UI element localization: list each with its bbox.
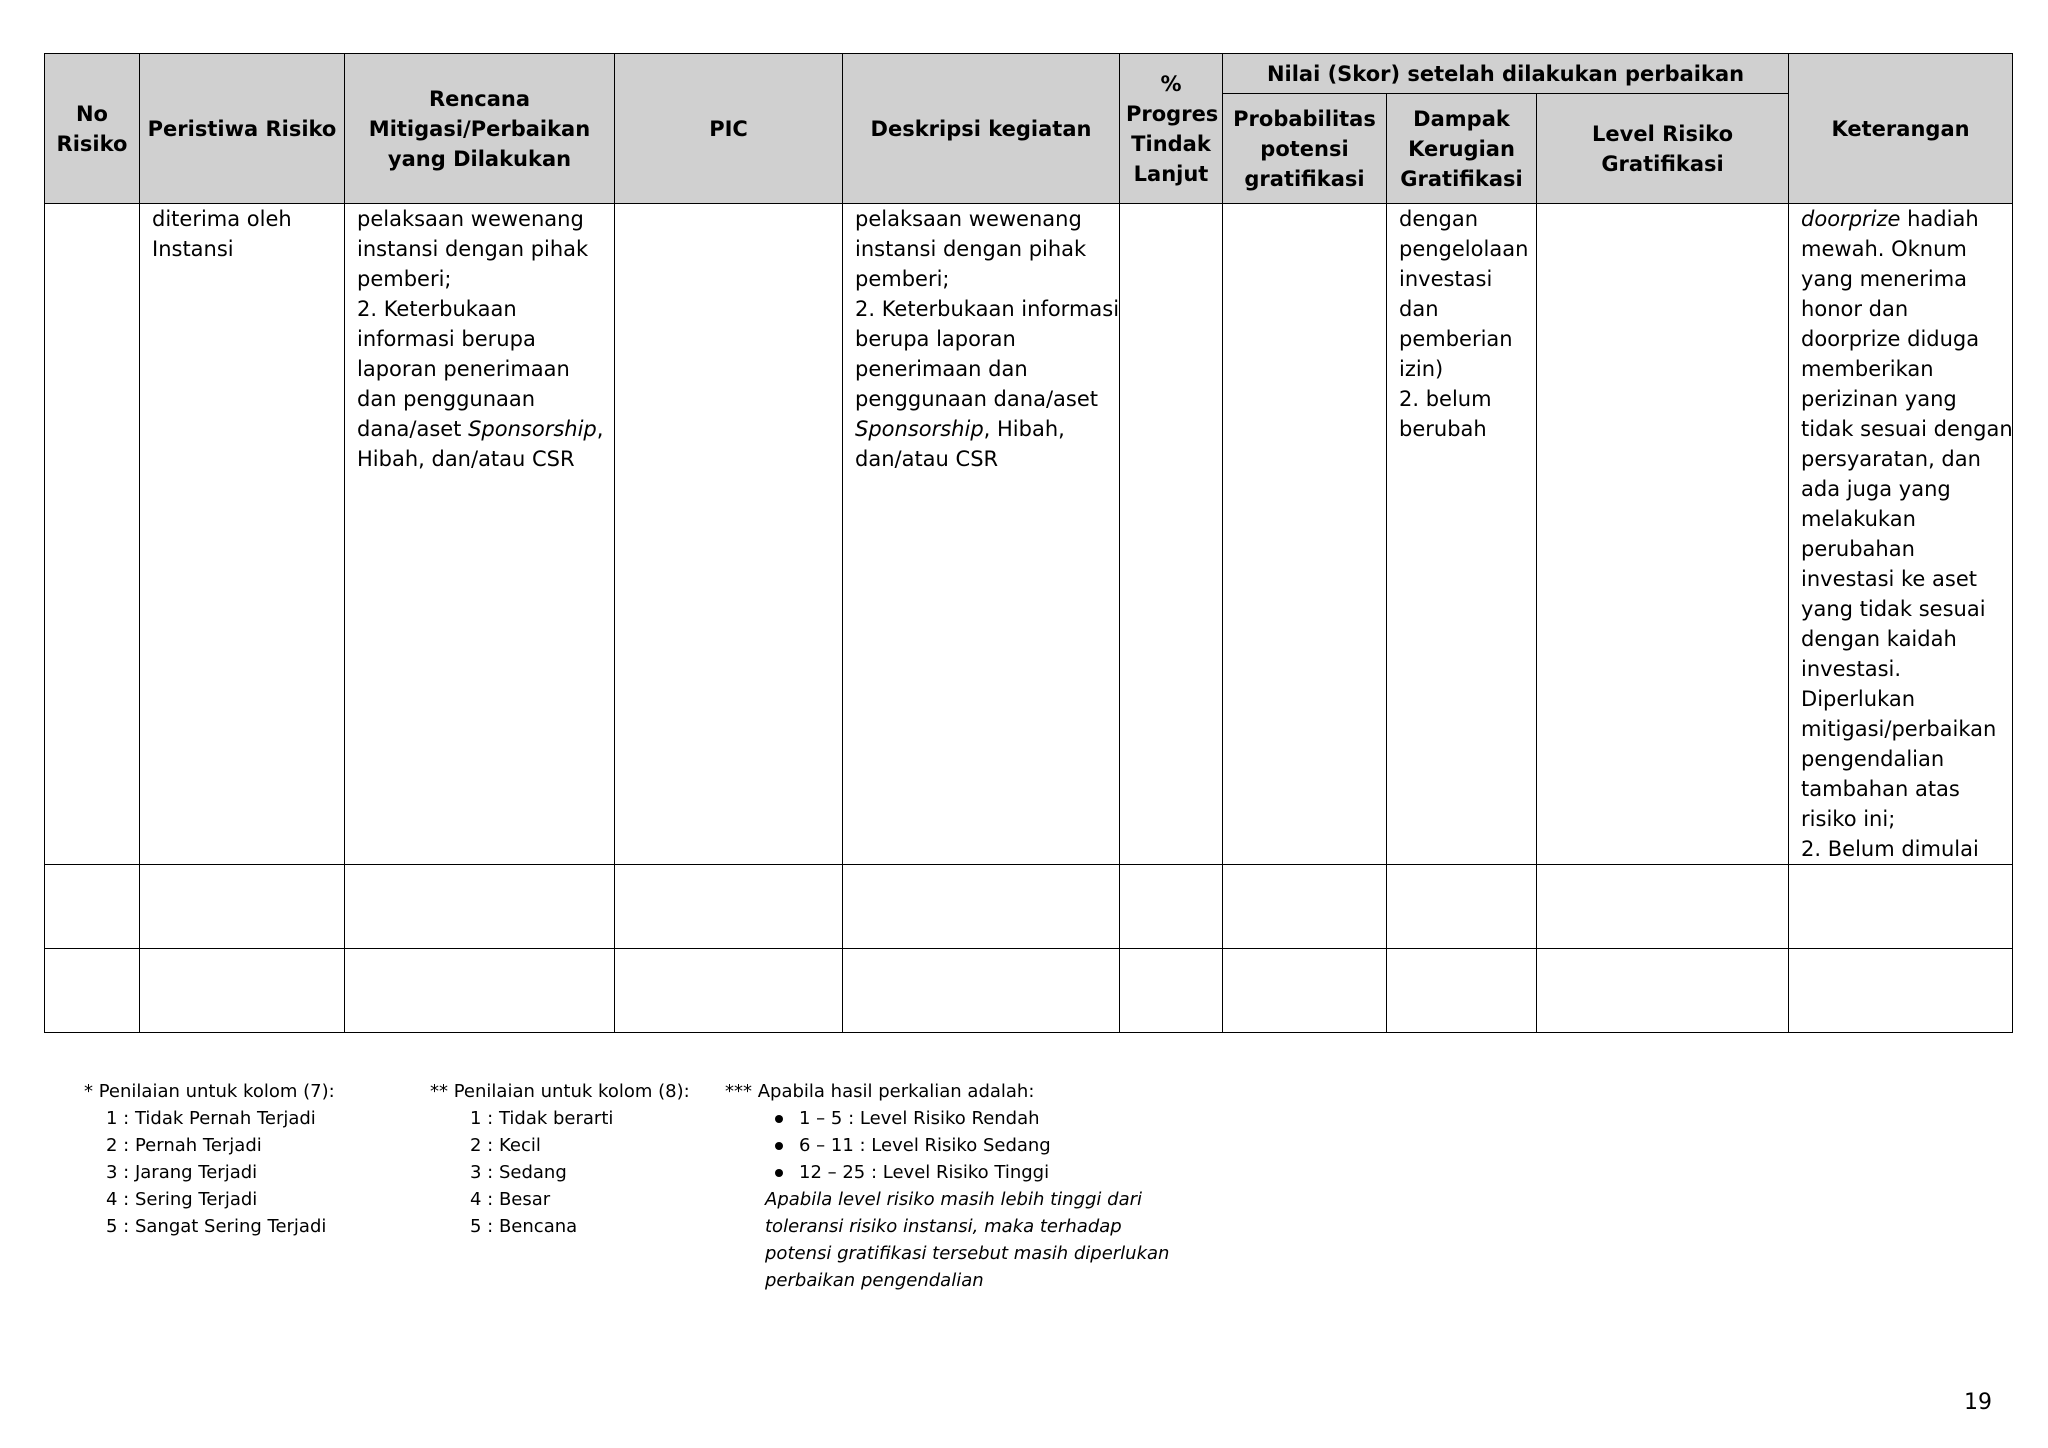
bullet-text: 12 – 25 : Level Risiko Tinggi — [799, 1162, 1050, 1183]
empty-cell — [1223, 865, 1387, 949]
text-line: 2. Keterbukaan — [357, 297, 517, 321]
text-fragment-italic: Sponsorship — [468, 417, 597, 441]
bullet-text: 6 – 11 : Level Risiko Sedang — [799, 1135, 1051, 1156]
note-italic-line: potensi gratifikasi tersebut masih diperlukan — [765, 1243, 1170, 1264]
text-line: tidak sesuai dengan — [1801, 417, 2013, 441]
text-line: yang tidak sesuai — [1801, 597, 1986, 621]
note-italic-line: perbaikan pengendalian — [765, 1270, 984, 1291]
cell-probabilitas — [1223, 204, 1387, 865]
text-line: pelaksaan wewenang — [357, 207, 584, 231]
text-line: informasi berupa — [357, 327, 536, 351]
text-line: laporan penerimaan — [357, 357, 570, 381]
empty-cell — [1387, 949, 1537, 1033]
note-kolom-7 — [84, 1078, 335, 1240]
text-line: mitigasi/perbaikan — [1801, 717, 1997, 741]
note-title: ** Penilaian untuk kolom (8): — [430, 1081, 690, 1102]
cell-dampak — [1387, 204, 1537, 865]
header-deskripsi-kegiatan: Deskripsi kegiatan — [843, 54, 1120, 204]
text-line: mewah. Oknum — [1801, 237, 1967, 261]
text-line: Instansi — [152, 237, 234, 261]
header-peristiwa-risiko: Peristiwa Risiko — [140, 54, 345, 204]
text-line: investasi ke aset — [1801, 567, 1977, 591]
empty-cell — [843, 865, 1120, 949]
empty-cell — [140, 865, 345, 949]
text-line: penerimaan dan — [855, 357, 1028, 381]
empty-cell — [843, 949, 1120, 1033]
note-level-risiko — [725, 1078, 1169, 1294]
text-line: izin) — [1399, 357, 1444, 381]
cell-progres — [1120, 204, 1223, 865]
cell-pic — [615, 204, 843, 865]
empty-cell — [345, 949, 615, 1033]
header-nilai-skor-group: Nilai (Skor) setelah dilakukan perbaikan — [1223, 54, 1789, 94]
text-line: memberikan — [1801, 357, 1934, 381]
bullet-item — [725, 1132, 1169, 1159]
text-line: dengan — [1399, 207, 1479, 231]
text-fragment: , — [596, 417, 604, 441]
header-rencana-mitigasi: Rencana Mitigasi/Perbaikan yang Dilakukan — [345, 54, 615, 204]
cell-deskripsi-kegiatan — [843, 204, 1120, 865]
cell-level-risiko — [1537, 204, 1789, 865]
empty-cell — [1120, 949, 1223, 1033]
empty-cell — [45, 949, 140, 1033]
table-row — [45, 204, 2013, 865]
text-line: diterima oleh — [152, 207, 292, 231]
note-item: 2 : Pernah Terjadi — [106, 1135, 262, 1156]
note-item: 1 : Tidak berarti — [470, 1108, 614, 1129]
text-line: instansi dengan pihak — [855, 237, 1087, 261]
note-item: 5 : Sangat Sering Terjadi — [106, 1216, 327, 1237]
cell-rencana-mitigasi — [345, 204, 615, 865]
text-line: honor dan — [1801, 297, 1909, 321]
empty-cell — [1223, 949, 1387, 1033]
text-line: dengan kaidah — [1801, 627, 1957, 651]
bullet-item — [725, 1159, 1169, 1186]
text-line: instansi dengan pihak — [357, 237, 589, 261]
text-line: dan — [1399, 297, 1439, 321]
note-title: *** Apabila hasil perkalian adalah: — [725, 1081, 1035, 1102]
header-keterangan: Keterangan — [1789, 54, 2013, 204]
text-fragment: hadiah — [1900, 207, 1979, 231]
text-line: pemberian — [1399, 327, 1513, 351]
note-kolom-8 — [430, 1078, 690, 1240]
empty-cell — [1537, 865, 1789, 949]
header-probabilitas: Probabilitas potensi gratifikasi — [1223, 94, 1387, 204]
note-item: 2 : Kecil — [470, 1135, 541, 1156]
text-line: investasi. — [1801, 657, 1902, 681]
note-item: 4 : Sering Terjadi — [106, 1189, 258, 1210]
note-italic-line: toleransi risiko instansi, maka terhadap — [765, 1216, 1122, 1237]
text-line: melakukan — [1801, 507, 1916, 531]
header-pic: PIC — [615, 54, 843, 204]
table-row-empty — [45, 865, 2013, 949]
text-line: dan/atau CSR — [855, 447, 999, 471]
text-fragment-italic: doorprize — [1801, 207, 1901, 231]
table-row-empty — [45, 949, 2013, 1033]
text-line: 2. Belum dimulai — [1801, 837, 1979, 861]
cell-keterangan — [1789, 204, 2013, 865]
note-item: 5 : Bencana — [470, 1216, 578, 1237]
empty-cell — [615, 865, 843, 949]
bullet-icon — [775, 1169, 783, 1177]
header-progres: % Progres Tindak Lanjut — [1120, 54, 1223, 204]
note-title: * Penilaian untuk kolom (7): — [84, 1081, 335, 1102]
empty-cell — [1120, 865, 1223, 949]
text-line: perubahan — [1801, 537, 1915, 561]
text-line: ada juga yang — [1801, 477, 1951, 501]
text-line: pemberi; — [855, 267, 950, 291]
text-line — [357, 414, 602, 444]
cell-no-risiko — [45, 204, 140, 865]
header-level-risiko: Level Risiko Gratifikasi — [1537, 94, 1789, 204]
empty-cell — [140, 949, 345, 1033]
text-line: Hibah, dan/atau CSR — [357, 447, 575, 471]
bullet-text: 1 – 5 : Level Risiko Rendah — [799, 1108, 1040, 1129]
text-line: berubah — [1399, 417, 1487, 441]
text-line: tambahan atas — [1801, 777, 1960, 801]
empty-cell — [615, 949, 843, 1033]
empty-cell — [345, 865, 615, 949]
bullet-icon — [775, 1142, 783, 1150]
text-line: perizinan yang — [1801, 387, 1957, 411]
text-line: dan penggunaan — [357, 387, 536, 411]
text-fragment: , Hibah, — [983, 417, 1065, 441]
note-item: 3 : Jarang Terjadi — [106, 1162, 258, 1183]
level-bullet-list — [725, 1105, 1169, 1186]
risk-mitigation-table — [44, 53, 2013, 1033]
text-line: risiko ini; — [1801, 807, 1896, 831]
note-item: 3 : Sedang — [470, 1162, 567, 1183]
text-line: persyaratan, dan — [1801, 447, 1981, 471]
bullet-item — [725, 1105, 1169, 1132]
cell-peristiwa-risiko — [140, 204, 345, 865]
text-line: berupa laporan — [855, 327, 1016, 351]
note-item: 1 : Tidak Pernah Terjadi — [106, 1108, 316, 1129]
text-line: pengendalian — [1801, 747, 1945, 771]
empty-cell — [45, 865, 140, 949]
header-dampak: Dampak Kerugian Gratifikasi — [1387, 94, 1537, 204]
text-line: pengelolaan — [1399, 237, 1529, 261]
text-line: 2. belum — [1399, 387, 1492, 411]
text-line — [855, 414, 1107, 444]
empty-cell — [1789, 949, 2013, 1033]
text-line: doorprize diduga — [1801, 327, 1980, 351]
bullet-icon — [775, 1115, 783, 1123]
empty-cell — [1387, 865, 1537, 949]
text-line: penggunaan dana/aset — [855, 387, 1098, 411]
page-number: 19 — [1964, 1390, 1992, 1415]
text-line: Diperlukan — [1801, 687, 1916, 711]
text-line: pelaksaan wewenang — [855, 207, 1082, 231]
note-item: 4 : Besar — [470, 1189, 551, 1210]
text-line: investasi — [1399, 267, 1493, 291]
text-line: yang menerima — [1801, 267, 1968, 291]
empty-cell — [1537, 949, 1789, 1033]
text-fragment-italic: Sponsorship — [855, 417, 984, 441]
empty-cell — [1789, 865, 2013, 949]
text-line: pemberi; — [357, 267, 452, 291]
header-no-risiko: No Risiko — [45, 54, 140, 204]
note-italic-line: Apabila level risiko masih lebih tinggi dari — [765, 1189, 1143, 1210]
text-line — [1801, 204, 2000, 234]
text-fragment: dana/aset — [357, 417, 469, 441]
text-line: 2. Keterbukaan informasi — [855, 297, 1120, 321]
